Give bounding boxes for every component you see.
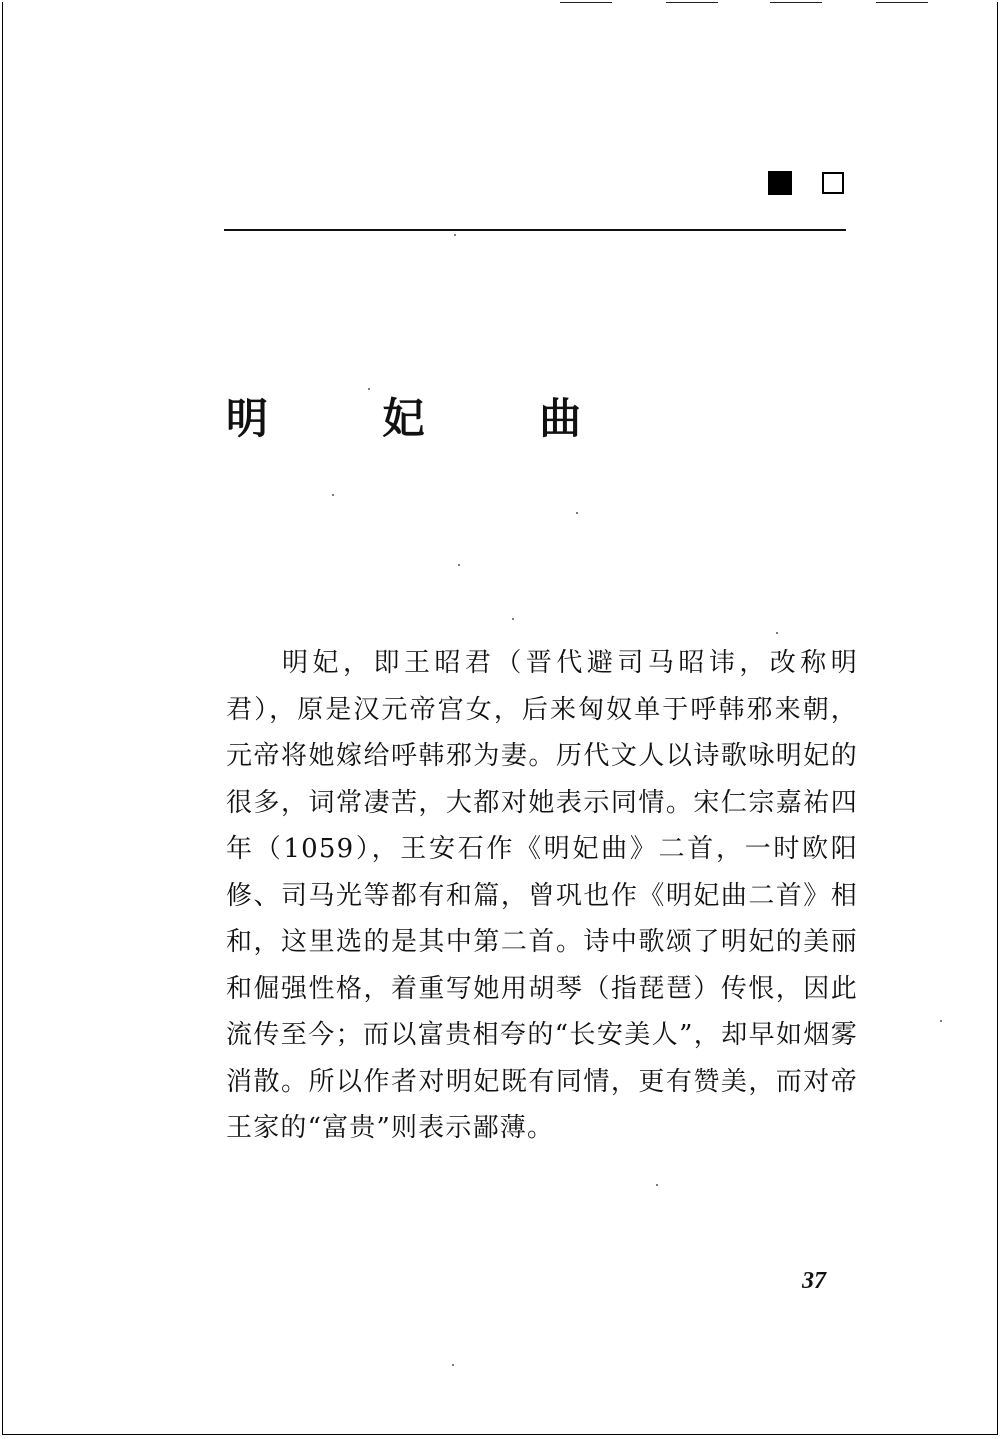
speck <box>940 1020 942 1022</box>
top-stroke <box>770 2 822 3</box>
speck <box>776 632 778 634</box>
speck <box>656 1184 658 1186</box>
speck <box>368 388 370 390</box>
header-marks <box>768 171 844 195</box>
top-stroke <box>666 2 718 3</box>
speck <box>458 564 460 566</box>
empty-square-icon <box>822 172 844 194</box>
speck <box>576 512 578 514</box>
filled-square-icon <box>768 171 792 195</box>
top-stroke <box>560 2 612 3</box>
speck <box>452 1364 454 1366</box>
speck <box>512 618 514 620</box>
header-rule <box>224 229 846 231</box>
speck <box>332 494 334 496</box>
top-stroke <box>876 2 928 3</box>
introduction-paragraph: 明妃，即王昭君（晋代避司马昭讳，改称明君），原是汉元帝宫女，后来匈奴单于呼韩邪来朝，元帝将她嫁给呼韩邪为妻。历代文人以诗歌咏明妃的很多，词常凄苦，大都对她表示同情。宋仁宗嘉祐四年（1059），王安石作《明妃曲》二首，一时欧阳修、司马光等都有和篇，曾巩也作《明妃曲二首》相和，这里选的是其中第二首。诗中歌颂了明妃的美丽和倔强性格，着重写她用胡琴（指琵琶）传恨，因此流传至今；而以富贵相夸的“长安美人”，却早如烟雾消散。所以作者对明妃既有同情，更有赞美，而对帝王家的“富贵”则表示鄙薄。 <box>226 648 858 1143</box>
speck <box>454 234 456 236</box>
poem-title: 明 妃 曲 <box>226 394 632 443</box>
page-number: 37 <box>802 1268 826 1294</box>
